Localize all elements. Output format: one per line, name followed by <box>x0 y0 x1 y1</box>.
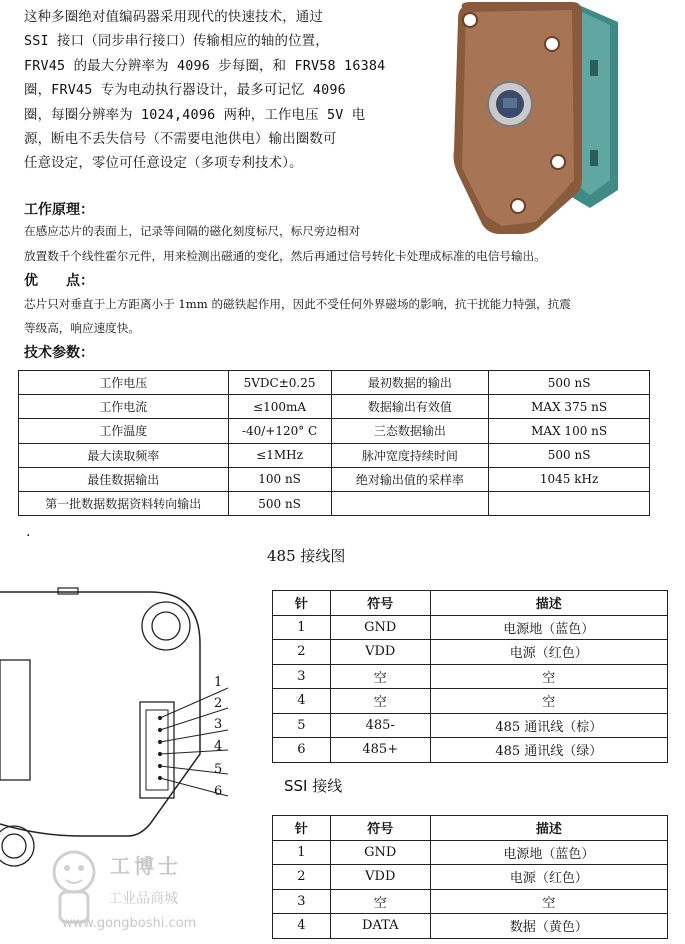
spec-row <box>19 395 650 419</box>
pins485-cell-pin: 5 <box>273 713 331 738</box>
pins485-row <box>273 738 668 763</box>
ssi-cell-pin: 3 <box>273 889 331 914</box>
spec-cell-p1: 工作电流 <box>19 395 229 419</box>
diagram-pin-label-3: 3 <box>214 717 223 732</box>
diagram-pin-label-4: 4 <box>214 739 223 754</box>
pins485-cell-pin: 4 <box>273 689 331 714</box>
advantage-heading: 优 点： <box>24 273 94 289</box>
ssi-cell-pin: 4 <box>273 914 331 939</box>
pins485-cell-symbol: 485- <box>330 713 430 738</box>
spec-cell-p1: 最佳数据输出 <box>19 467 229 491</box>
spec-cell-v2: MAX 375 nS <box>489 395 650 419</box>
stray-dot: . <box>26 524 31 540</box>
ssi-cell-desc: 电源（红色） <box>430 865 667 890</box>
pins485-cell-pin: 6 <box>273 738 331 763</box>
spec-cell-p2: 脉冲宽度持续时间 <box>331 443 489 467</box>
intro-line: 圈，FRV45 专为电动执行器设计，最多可记忆 4096 <box>24 83 346 99</box>
spec-cell-p1: 工作电压 <box>19 371 229 395</box>
diagram-pin-label-2: 2 <box>214 696 223 711</box>
ssi-header-desc: 描述 <box>430 816 667 841</box>
spec-row <box>19 419 650 443</box>
advantage-line-1: 芯片只对垂直于上方距离小于 1mm 的磁铁起作用，因此不受任何外界磁场的影响，抗干扰能力特强，抗震 <box>24 297 571 311</box>
spec-cell-p2 <box>331 491 489 515</box>
spec-cell-v1: 100 nS <box>228 467 331 491</box>
spec-cell-v2: 500 nS <box>489 371 650 395</box>
intro-line: 源，断电不丢失信号（不需要电池供电）输出圈数可 <box>24 132 337 148</box>
spec-cell-v1: ≤100mA <box>228 395 331 419</box>
spec-cell-v1: ≤1MHz <box>228 443 331 467</box>
pins485-cell-desc: 空 <box>430 689 667 714</box>
ssi-header-pin: 针 <box>273 816 331 841</box>
spec-cell-p1: 第一批数据数据资料转向输出 <box>19 491 229 515</box>
spec-cell-v1: 500 nS <box>228 491 331 515</box>
ssi-row <box>273 865 668 890</box>
principle-line-1: 在感应芯片的表面上，记录等间隔的磁化刻度标尺，标尺旁边相对 <box>24 224 361 238</box>
pins485-header-desc: 描述 <box>430 591 667 616</box>
diagram-pin-label-6: 6 <box>214 784 223 799</box>
intro-line: SSI 接口（同步串行接口）传输相应的轴的位置， <box>24 34 329 50</box>
pins485-cell-desc: 电源（红色） <box>430 640 667 665</box>
ssi-cell-desc: 空 <box>430 889 667 914</box>
intro-paragraph <box>24 6 409 177</box>
spec-cell-p2: 数据输出有效值 <box>331 395 489 419</box>
diagram-pin-label-5: 5 <box>214 762 223 777</box>
pins485-row <box>273 689 668 714</box>
principle-line-2: 放置数千个线性霍尔元件，用来检测出磁通的变化，然后再通过信号转化卡处理成标准的电信号输出。 <box>24 249 546 263</box>
pins485-row <box>273 615 668 640</box>
spec-cell-p1: 最大读取频率 <box>19 443 229 467</box>
spec-cell-v2: 1045 kHz <box>489 467 650 491</box>
spec-cell-v1: -40/+120° C <box>228 419 331 443</box>
spec-cell-p2: 三态数据输出 <box>331 419 489 443</box>
pins-ssi-table <box>272 815 668 939</box>
spec-cell-p2: 绝对输出值的采样率 <box>331 467 489 491</box>
spec-row <box>19 491 650 515</box>
pins485-cell-pin: 3 <box>273 664 331 689</box>
ssi-row <box>273 914 668 939</box>
intro-line: 圈，每圈分辨率为 1024,4096 两种，工作电压 5V 电 <box>24 107 366 123</box>
principle-heading: 工作原理： <box>24 202 94 218</box>
pins485-cell-pin: 1 <box>273 615 331 640</box>
ssi-cell-desc: 数据（黄色） <box>430 914 667 939</box>
spec-cell-v2 <box>489 491 650 515</box>
spec-cell-v1: 5VDC±0.25 <box>228 371 331 395</box>
ssi-title: SSI 接线 <box>284 777 343 795</box>
pins485-cell-symbol: 空 <box>330 664 430 689</box>
encoder-product-image <box>440 0 620 238</box>
pins485-cell-symbol: VDD <box>330 640 430 665</box>
diagram-pin-label-1: 1 <box>214 675 223 690</box>
intro-line: 任意设定，零位可任意设定（多项专利技术）。 <box>24 156 303 172</box>
spec-cell-v2: 500 nS <box>489 443 650 467</box>
wiring-diagram <box>0 584 245 874</box>
watermark-url: www.gongboshi.com <box>62 916 197 931</box>
pins485-header-symbol: 符号 <box>330 591 430 616</box>
pins485-row <box>273 640 668 665</box>
pins485-cell-desc: 电源地（蓝色） <box>430 615 667 640</box>
pins485-cell-symbol: 空 <box>330 689 430 714</box>
pins485-cell-pin: 2 <box>273 640 331 665</box>
pins485-row <box>273 664 668 689</box>
ssi-cell-symbol: DATA <box>330 914 430 939</box>
spec-row <box>19 467 650 491</box>
pins485-cell-symbol: GND <box>330 615 430 640</box>
wiring485-title: 485 接线图 <box>267 547 346 565</box>
spec-cell-p1: 工作温度 <box>19 419 229 443</box>
ssi-cell-symbol: GND <box>330 840 430 865</box>
spec-row <box>19 371 650 395</box>
intro-line: 这种多圈绝对值编码器采用现代的快速技术，通过 <box>24 10 323 25</box>
ssi-cell-symbol: VDD <box>330 865 430 890</box>
spec-table <box>18 370 650 516</box>
watermark-sub: 工业品商城 <box>108 891 178 907</box>
pins485-header-pin: 针 <box>273 591 331 616</box>
ssi-row <box>273 889 668 914</box>
advantage-line-2: 等级高，响应速度快。 <box>24 321 140 335</box>
spec-cell-p2: 最初数据的输出 <box>331 371 489 395</box>
pins485-table <box>272 590 668 763</box>
watermark-brand: 工博士 <box>110 854 182 878</box>
pins485-row <box>273 713 668 738</box>
intro-line: FRV45 的最大分辨率为 4096 步每圈，和 FRV58 16384 <box>24 58 386 74</box>
ssi-cell-symbol: 空 <box>330 889 430 914</box>
ssi-cell-pin: 1 <box>273 840 331 865</box>
pins485-cell-desc: 485 通讯线（绿） <box>430 738 667 763</box>
pins485-cell-symbol: 485+ <box>330 738 430 763</box>
ssi-cell-pin: 2 <box>273 865 331 890</box>
spec-cell-v2: MAX 100 nS <box>489 419 650 443</box>
spec-row <box>19 443 650 467</box>
ssi-cell-desc: 电源地（蓝色） <box>430 840 667 865</box>
pins485-cell-desc: 485 通讯线（棕） <box>430 713 667 738</box>
pins485-cell-desc: 空 <box>430 664 667 689</box>
ssi-header-symbol: 符号 <box>330 816 430 841</box>
ssi-row <box>273 840 668 865</box>
spec-heading: 技术参数： <box>24 345 94 361</box>
